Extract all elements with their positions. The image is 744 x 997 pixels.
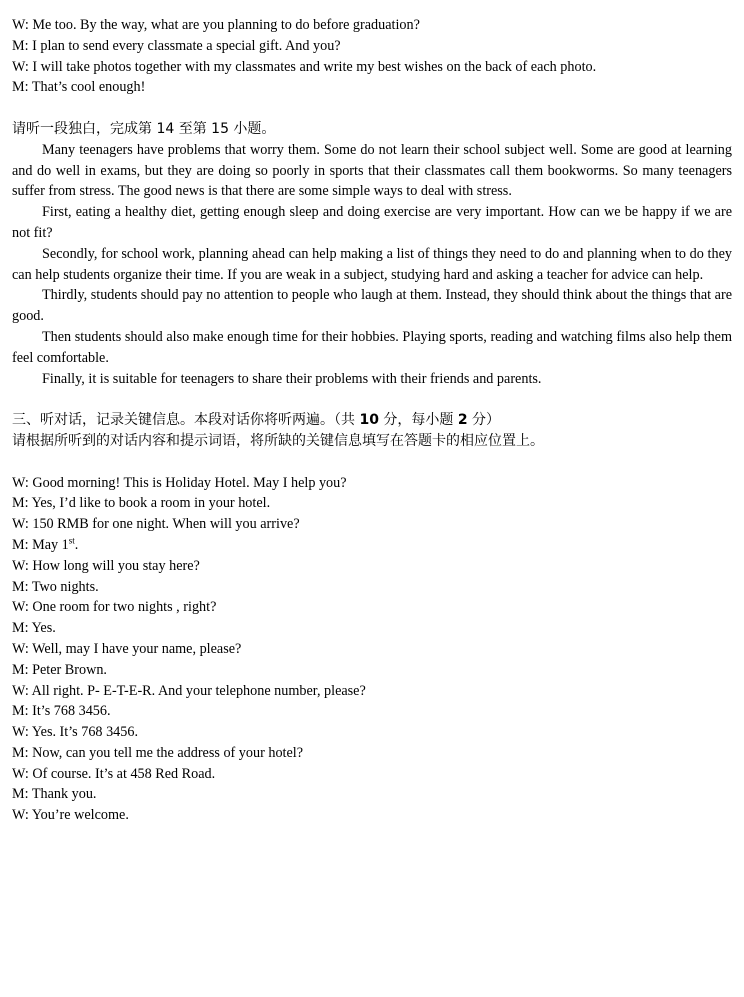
dialogue-line: M: Now, can you tell me the address of your hotel?	[12, 744, 304, 761]
dialogue-line: M: Two nights.	[12, 578, 99, 595]
dialogue-line	[12, 535, 732, 556]
monologue-text	[12, 140, 732, 390]
dialogue-1	[12, 15, 732, 98]
dialogue-2	[12, 473, 732, 827]
monologue-paragraph: Then students should also make enough time for their hobbies. Playing sports, reading and watching films also help them feel comfortable.	[12, 328, 732, 366]
section-heading	[12, 410, 732, 431]
dialogue-line: M: I plan to send every classmate a special gift. And you?	[12, 37, 341, 54]
spacer	[12, 452, 732, 473]
monologue-paragraph: Many teenagers have problems that worry them. Some do not learn their school subject well. Some are good at learning and do well in exams, but they are doing so poorly in sports that their classmates call them bookworms. So many teenagers suffer from stress. The good news is that there are some simple ways to deal with stress.	[12, 141, 732, 200]
section-instruction: 请根据所听到的对话内容和提示词语，将所缺的关键信息填写在答题卡的相应位置上。	[12, 432, 544, 449]
monologue-paragraph: Secondly, for school work, planning ahead can help making a list of things they need to do and planning when to do they can help students organize their time. If you are weak in a subject, studying hard and asking a teacher for advice can help.	[12, 245, 732, 283]
dialogue-line: W: You’re welcome.	[12, 807, 129, 824]
section-total-points: 10	[359, 412, 379, 429]
spacer	[12, 389, 732, 410]
monologue-paragraph: First, eating a healthy diet, getting enough sleep and doing exercise are very important. How can we be happy if we are not fit?	[12, 204, 732, 241]
section-heading-text: 三、听对话，记录关键信息。本段对话你将听两遍。（共	[12, 412, 360, 429]
dialogue-line: W: 150 RMB for one night. When will you arrive?	[12, 516, 300, 533]
section-heading-text: 分）	[467, 412, 501, 429]
dialogue-line: W: One room for two nights , right?	[12, 599, 217, 616]
dialogue-line: W: Of course. It’s at 458 Red Road.	[12, 765, 216, 782]
dialogue-line: M: Yes, I’d like to book a room in your hotel.	[12, 495, 271, 512]
dialogue-line: W: Me too. By the way, what are you planning to do before graduation?	[12, 17, 420, 33]
dialogue-line: W: Good morning! This is Holiday Hotel. May I help you?	[12, 474, 347, 491]
dialogue-line: W: All right. P- E-T-E-R. And your telephone number, please?	[12, 682, 366, 699]
dialogue-line: M: That’s cool enough!	[12, 79, 146, 96]
monologue-paragraph: Finally, it is suitable for teenagers to share their problems with their friends and parents.	[42, 370, 542, 387]
dialogue-line: M: Peter Brown.	[12, 661, 107, 678]
dialogue-line: M: Yes.	[12, 620, 56, 637]
monologue-paragraph: Thirdly, students should pay no attention to people who laugh at them. Instead, they should think about the things that are good.	[12, 287, 732, 325]
section-heading-text: 分，每小题	[378, 412, 458, 429]
dialogue-line: W: Yes. It’s 768 3456.	[12, 724, 138, 741]
ordinal-suffix: st	[68, 535, 75, 546]
section-each-points: 2	[457, 412, 468, 429]
spacer	[12, 98, 732, 119]
document-page	[12, 15, 732, 826]
dialogue-line: W: I will take photos together with my classmates and write my best wishes on the back of each photo.	[12, 58, 597, 75]
dialogue-text: .	[74, 536, 79, 553]
dialogue-line: M: Thank you.	[12, 786, 97, 803]
dialogue-line: W: How long will you stay here?	[12, 557, 200, 574]
monologue-heading: 请听一段独白，完成第 14 至第 15 小题。	[12, 120, 276, 137]
dialogue-line: W: Well, may I have your name, please?	[12, 640, 242, 657]
dialogue-line: M: It’s 768 3456.	[12, 703, 111, 720]
dialogue-text: M: May 1	[12, 536, 69, 553]
